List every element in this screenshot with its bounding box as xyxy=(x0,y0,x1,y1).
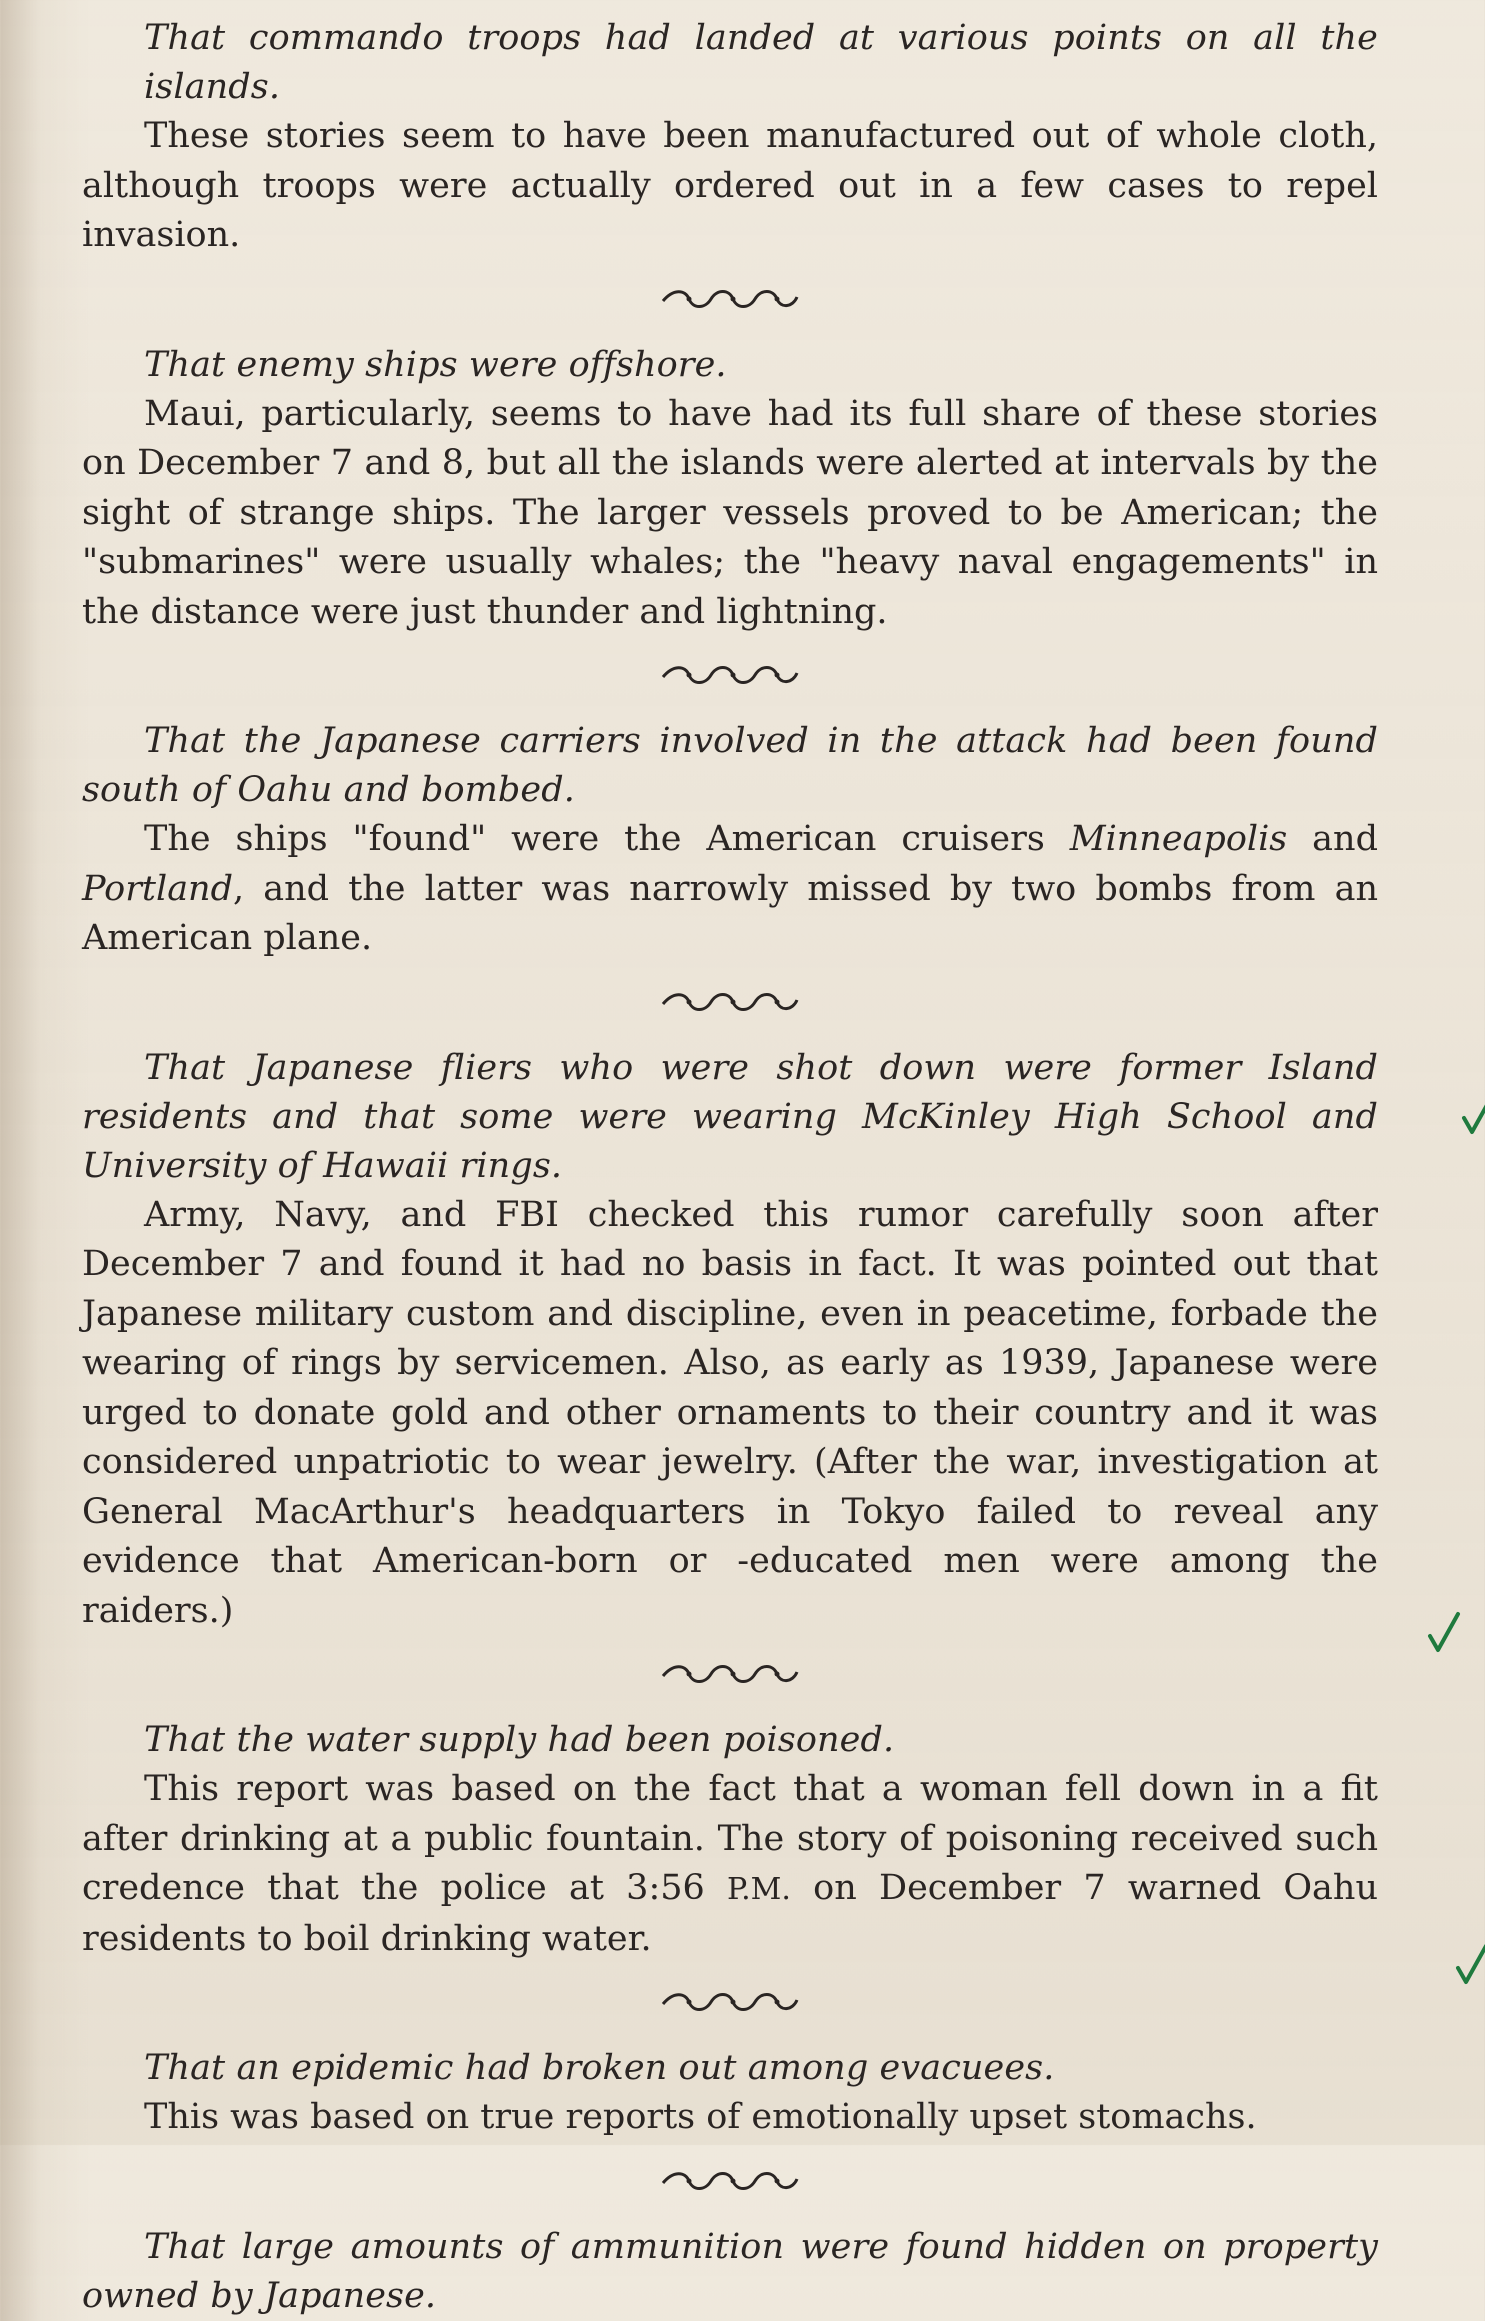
time-marker: P.M. xyxy=(727,1872,791,1907)
body-text: This report was based on the fact that a woman fell down in a fit after drinking at a public fountain. The story of poisoning received such credence that the police at 3:56 xyxy=(82,1769,1378,1908)
entry-heading: That an epidemic had broken out among evacuees. xyxy=(144,2048,1055,2088)
ornament-divider xyxy=(655,655,805,695)
entry-body: These stories seem to have been manufactured out of whole cloth, although troops were actually ordered out in a few cases to repel invasion. xyxy=(82,116,1378,255)
ornament-divider xyxy=(655,1654,805,1694)
body-text: and xyxy=(1287,819,1378,859)
handwritten-check-icon xyxy=(1424,1608,1464,1670)
ornament-divider xyxy=(655,982,805,1022)
ornament-divider xyxy=(655,2161,805,2201)
entry-body xyxy=(82,1765,1378,1964)
ship-name: Minneapolis xyxy=(1069,819,1288,859)
handwritten-check-icon xyxy=(1458,1090,1485,1152)
entry-epidemic xyxy=(82,2044,1378,2143)
entry-heading: That Japanese fliers who were shot down were former Island residents and that some were wearing McKinley High School and University of Hawaii rings. xyxy=(82,1047,1378,1186)
entry-body: This was based on true reports of emotionally upset stomachs. xyxy=(144,2097,1257,2137)
entry-body xyxy=(82,815,1378,964)
entry-commando-troops xyxy=(82,14,1378,261)
ornament-divider xyxy=(655,1982,805,2022)
entry-water-supply xyxy=(82,1716,1378,1964)
entry-heading: That enemy ships were offshore. xyxy=(144,344,727,385)
ship-name: Portland xyxy=(82,868,234,909)
entry-heading: That large amounts of ammunition were found hidden on property owned by Japanese. xyxy=(82,2226,1378,2316)
entry-heading: That the Japanese carriers involved in the attack had been found south of Oahu and bombed. xyxy=(82,721,1378,810)
entry-japanese-fliers xyxy=(82,1044,1378,1637)
handwritten-check-icon xyxy=(1452,1940,1485,2002)
ornament-divider xyxy=(655,279,805,319)
entry-enemy-ships xyxy=(82,341,1378,638)
entry-japanese-carriers xyxy=(82,717,1378,964)
entry-heading: That commando troops had landed at various points on all the islands. xyxy=(144,18,1378,107)
entry-heading: That the water supply had been poisoned. xyxy=(144,1720,895,1760)
entry-body: Maui, particularly, seems to have had its full share of these stories on December 7 and 8, but all the islands were alerted at intervals by the sight of strange ships. The larger vessels proved to be American; the "submarines" were usually whales; the "heavy naval engagements" in the distance were just thunder and lightning. xyxy=(82,393,1378,632)
entry-body: Army, Navy, and FBI checked this rumor carefully soon after December 7 and found it had no basis in fact. It was pointed out that Japanese military custom and discipline, even in peacetime, forbade the wearing of rings by servicemen. Also, as early as 1939, Japanese were urged to donate gold and other ornaments to their country and it was considered unpatriotic to wear jewelry. (After the war, investigation at General MacArthur's headquarters in Tokyo failed to reveal any evidence that American-born or -educated men were among the raiders.) xyxy=(82,1194,1378,1631)
body-text: on December 7 warned Oahu residents to boil drinking water. xyxy=(82,1868,1378,1959)
body-text: , and the latter was narrowly missed by two bombs from an American plane. xyxy=(82,868,1378,958)
book-page xyxy=(82,14,1378,2321)
body-text: The ships "found" were the American cruisers xyxy=(144,819,1070,859)
entry-ammunition xyxy=(82,2223,1378,2321)
